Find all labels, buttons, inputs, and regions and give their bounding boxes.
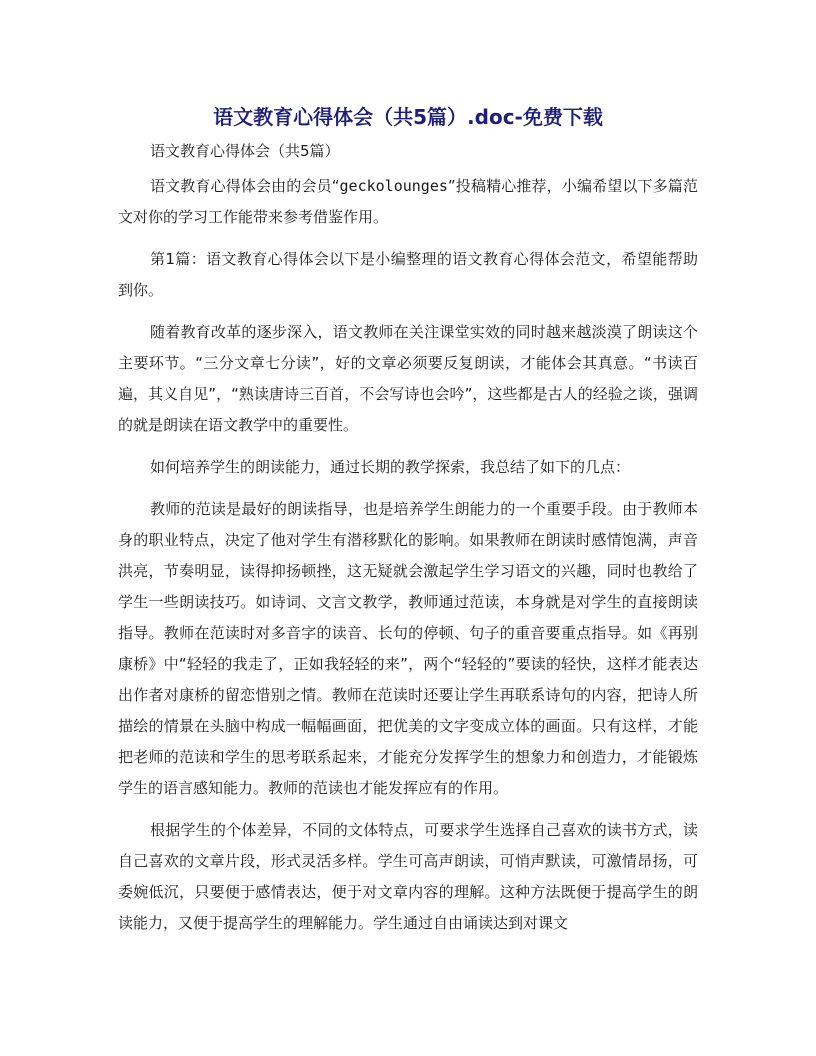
paragraph-3: 如何培养学生的朗读能力，通过长期的教学探索，我总结了如下的几点： xyxy=(150,458,631,476)
document-body xyxy=(118,136,698,950)
document-subtitle: 语文教育心得体会（共5篇） xyxy=(150,142,340,160)
intro-text-after: ”投稿精心推荐，小编希望以下多篇范文对你的学习工作能带来参考借鉴作用。 xyxy=(118,177,698,226)
paragraph-1: 第1篇：语文教育心得体会以下是小编整理的语文教育心得体会范文，希望能帮助到你。 xyxy=(118,250,698,299)
paragraph-2: 随着教育改革的逐步深入，语文教师在关注课堂实效的同时越来越淡漠了朗读这个主要环节。“三分文章七分读”，好的文章必须要反复朗读，才能体会其真意。“书读百遍，其义自见”，“熟读唐诗三百首，不会写诗也会吟”，这些都是古人的经验之谈，强调的就是朗读在语文教学中的重要性。 xyxy=(118,323,698,434)
paragraph-5: 根据学生的个体差异，不同的文体特点，可要求学生选择自己喜欢的读书方式，读自己喜欢的文章片段，形式灵活多样。学生可高声朗读，可悄声默读，可激情昂扬，可委婉低沉，只要便于感情表达，便于对文章内容的理解。这种方法既便于提高学生的朗读能力，又便于提高学生的理解能力。学生通过自由诵读达到对课文 xyxy=(118,821,698,932)
document-title: 语文教育心得体会（共5篇）.doc-免费下载 xyxy=(213,105,603,129)
paragraph-4: 教师的范读是最好的朗读指导，也是培养学生朗能力的一个重要手段。由于教师本身的职业特点，决定了他对学生有潜移默化的影响。如果教师在朗读时感情饱满，声音洪亮，节奏明显，读得抑扬顿挫，这无疑就会激起学生学习语文的兴趣，同时也教给了学生一些朗读技巧。如诗词、文言文教学，教师通过范读，本身就是对学生的直接朗读指导。教师在范读时对多音字的读音、长句的停顿、句子的重音要重点指导。如《再别康桥》中“轻轻的我走了，正如我轻轻的来”，两个“轻轻的”要读的轻快，这样才能表达出作者对康桥的留恋惜别之情。教师在范读时还要让学生再联系诗句的内容，把诗人所描绘的情景在头脑中构成一幅幅画面，把优美的文字变成立体的画面。只有这样，才能把老师的范读和学生的思考联系起来，才能充分发挥学生的想象力和创造力，才能锻炼学生的语言感知能力。教师的范读也才能发挥应有的作用。 xyxy=(118,500,698,797)
intro-paragraph xyxy=(118,171,698,233)
contributor-username: geckolounges xyxy=(339,177,448,195)
intro-text-before: 语文教育心得体会由的会员“ xyxy=(150,177,340,195)
